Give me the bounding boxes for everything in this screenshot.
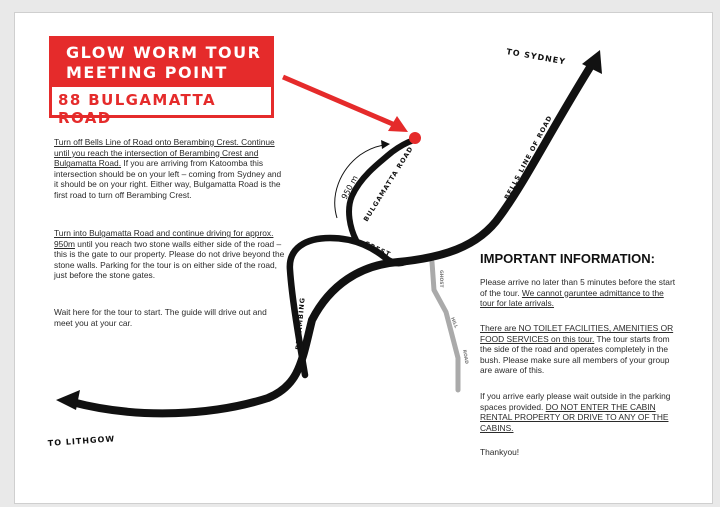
directions-p2-rest: until you reach two stone walls either side of the road – this is the gate to our property. Please do not drive beyond the stone walls. Parking for the tour is on either side of the road, just before the stone gates. — [54, 238, 285, 281]
info-p1-underlined: We cannot garuntee admittance to the tour for late arrivals. — [480, 287, 664, 309]
label-bells-line: BELLS LINE OF ROAD — [502, 113, 555, 201]
directions-p1-rest: If you are arriving from Katoomba this intersection should be on your left – coming from Sydney and it should be on your right. Either way, Bulgamatta Road is the first road to turn off Berambing Crest. — [54, 158, 282, 200]
label-bulgamatta: BULGAMATTA ROAD — [361, 144, 415, 224]
info-heading: IMPORTANT INFORMATION: — [480, 251, 655, 266]
label-to-lithgow: TO LITHGOW — [47, 434, 116, 448]
directions-p1-underlined: Turn off Bells Line of Road onto Berambing Crest. Continue until you reach the intersection of Berambing Crest and Bulgamatta Road. — [54, 137, 275, 169]
label-distance: 950 m — [339, 174, 360, 201]
address: 88 BULGAMATTA ROAD — [58, 91, 217, 127]
directions-paragraph-3 — [54, 307, 286, 328]
meeting-point-marker — [409, 132, 421, 144]
title-line-2: MEETING POINT — [66, 63, 228, 82]
info-p2-underlined: There are NO TOILET FACILITIES, AMENITIES OR FOOD SERVICES on this tour. — [480, 323, 674, 344]
info-paragraph-1 — [480, 277, 680, 309]
label-hill: HILL — [449, 316, 458, 330]
label-to-sydney: TO SYDNEY — [505, 47, 567, 67]
label-berambing: BERAMBING — [294, 296, 307, 351]
info-p3-start: If you arrive early please wait outside in the parking spaces provided. — [480, 391, 671, 412]
title-box — [49, 36, 274, 127]
distance-arrow-head — [381, 140, 390, 149]
title-line-1: GLOW WORM TOUR — [66, 43, 262, 62]
directions-paragraph-1 — [54, 137, 286, 201]
directions-p2-underlined: Turn into Bulgamatta Road and continue driving for approx. 950m — [54, 228, 274, 249]
label-crest: CREST — [363, 239, 393, 259]
info-p4: Thankyou! — [480, 447, 520, 457]
label-ghost: GHOST — [438, 270, 443, 288]
info-p3-underlined: DO NOT ENTER THE CABIN RENTAL PROPERTY OR DRIVE TO ANY OF THE CABINS. — [480, 401, 669, 433]
title-banner — [52, 39, 271, 87]
directions-paragraph-2 — [54, 228, 286, 281]
arrow-to-lithgow — [56, 390, 80, 410]
red-pointer-arrow — [283, 77, 395, 125]
info-paragraph-3 — [480, 391, 680, 433]
info-p1-start: Please arrive no later than 5 minutes before the start of the tour. — [480, 277, 676, 298]
info-paragraph-4 — [480, 447, 680, 458]
info-p2-rest: The tour starts from the side of the road and operates completely in the bush. Please make sure all members of your group are aware of this. — [480, 333, 670, 376]
directions-p3: Wait here for the tour to start. The guide will drive out and meet you at your car. — [54, 307, 267, 328]
label-road: ROAD — [461, 349, 469, 365]
info-paragraph-2 — [480, 323, 680, 376]
